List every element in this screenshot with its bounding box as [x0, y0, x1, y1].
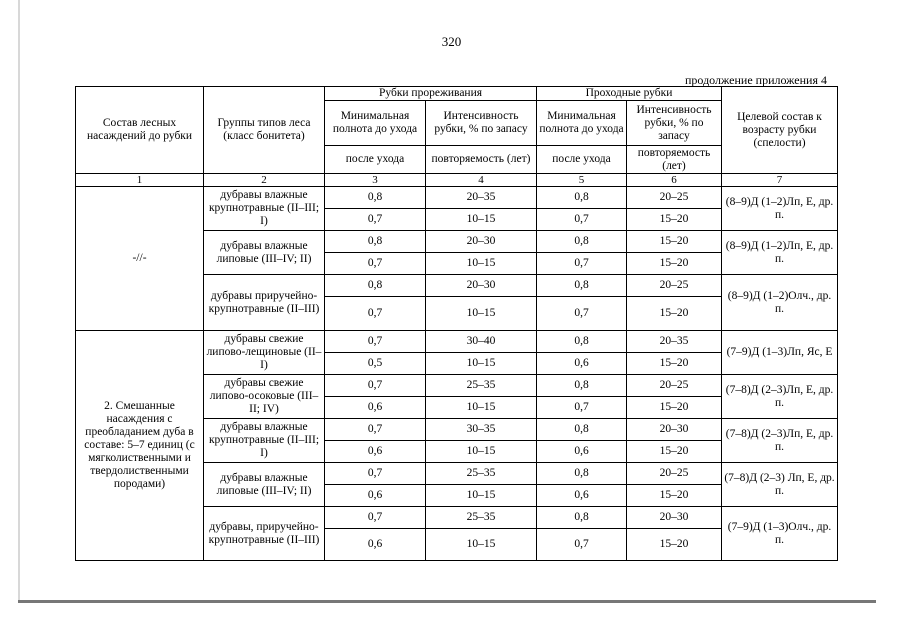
data-cell: 10–15	[426, 529, 537, 561]
data-cell: 0,8	[537, 419, 627, 441]
data-cell: 25–35	[426, 507, 537, 529]
data-cell: 0,6	[325, 529, 426, 561]
header-passage: Проходные рубки	[537, 87, 722, 101]
data-cell: 0,7	[325, 297, 426, 331]
forest-group-cell: дубравы приручейно-крупнотравные (II–III)	[204, 275, 325, 331]
data-cell: 0,8	[537, 375, 627, 397]
table-row	[76, 187, 838, 209]
data-cell: 20–25	[627, 375, 722, 397]
forest-group-cell: дубравы влажные крупнотравные (II–III; I)	[204, 187, 325, 231]
column-number: 4	[426, 174, 537, 187]
data-cell: 0,8	[537, 275, 627, 297]
data-cell: 25–35	[426, 463, 537, 485]
target-cell: (8–9)Д (1–2)Олч., др. п.	[722, 275, 838, 331]
header-repeatability: повторяемость (лет)	[627, 146, 722, 174]
header-intensity: Интенсивность рубки, % по запасу	[426, 101, 537, 146]
data-cell: 25–35	[426, 375, 537, 397]
target-cell: (7–8)Д (2–3)Лп, Е, др. п.	[722, 419, 838, 463]
composition-cell: 2. Смешанные насаждения с преобладанием дуба в составе: 5–7 единиц (с мягколиственными и твердолиственными породами)	[76, 331, 204, 561]
data-cell: 15–20	[627, 441, 722, 463]
forest-group-cell: дубравы влажные липовые (III–IV; II)	[204, 463, 325, 507]
data-cell: 0,7	[325, 507, 426, 529]
target-cell: (7–9)Д (1–3)Лп, Яс, Е	[722, 331, 838, 375]
data-cell: 0,6	[537, 353, 627, 375]
data-cell: 10–15	[426, 397, 537, 419]
column-number: 5	[537, 174, 627, 187]
forest-care-table	[75, 86, 838, 561]
data-cell: 15–20	[627, 485, 722, 507]
data-cell: 0,7	[325, 331, 426, 353]
continuation-note: продолжение приложения 4	[685, 73, 827, 87]
composition-cell: -//-	[76, 187, 204, 331]
header-thinning: Рубки прореживания	[325, 87, 537, 101]
data-cell: 0,7	[325, 419, 426, 441]
data-cell: 0,8	[325, 231, 426, 253]
data-cell: 15–20	[627, 253, 722, 275]
data-cell: 20–25	[627, 275, 722, 297]
header-target: Целевой состав к возрасту рубки (спелости)	[722, 87, 838, 174]
data-cell: 0,7	[325, 463, 426, 485]
data-cell: 0,5	[325, 353, 426, 375]
data-cell: 0,7	[537, 209, 627, 231]
data-cell: 0,7	[325, 209, 426, 231]
data-cell: 0,8	[537, 331, 627, 353]
data-cell: 20–35	[426, 187, 537, 209]
data-cell: 10–15	[426, 353, 537, 375]
data-cell: 0,6	[325, 485, 426, 507]
data-cell: 20–30	[627, 507, 722, 529]
data-cell: 0,6	[325, 397, 426, 419]
data-cell: 10–15	[426, 441, 537, 463]
data-cell: 0,8	[325, 187, 426, 209]
data-cell: 0,7	[537, 529, 627, 561]
data-cell: 15–20	[627, 209, 722, 231]
data-cell: 15–20	[627, 297, 722, 331]
forest-group-cell: дубравы свежие липово-осоковые (III–II; IV)	[204, 375, 325, 419]
page-number: 320	[441, 34, 462, 49]
header-after-care: после ухода	[537, 146, 627, 174]
data-cell: 10–15	[426, 253, 537, 275]
data-cell: 0,6	[537, 441, 627, 463]
header-intensity: Интенсивность рубки, % по запасу	[627, 101, 722, 146]
forest-group-cell: дубравы влажные крупнотравные (II–III; I)	[204, 419, 325, 463]
data-cell: 0,6	[325, 441, 426, 463]
data-cell: 0,7	[537, 397, 627, 419]
data-cell: 0,7	[325, 375, 426, 397]
target-cell: (8–9)Д (1–2)Лп, Е, др. п.	[722, 231, 838, 275]
data-cell: 0,7	[537, 253, 627, 275]
data-cell: 15–20	[627, 353, 722, 375]
data-cell: 10–15	[426, 209, 537, 231]
data-cell: 20–30	[627, 419, 722, 441]
header-composition: Состав лесных насаждений до рубки	[76, 87, 204, 174]
data-cell: 20–30	[426, 275, 537, 297]
forest-group-cell: дубравы свежие липово-лещиновые (II–I)	[204, 331, 325, 375]
header-forest-groups: Группы типов леса (класс бонитета)	[204, 87, 325, 174]
data-cell: 0,8	[325, 275, 426, 297]
data-cell: 15–20	[627, 231, 722, 253]
data-cell: 0,8	[537, 231, 627, 253]
column-number: 3	[325, 174, 426, 187]
data-cell: 20–30	[426, 231, 537, 253]
data-cell: 20–25	[627, 463, 722, 485]
header-repeatability: повторяемость (лет)	[426, 146, 537, 174]
data-cell: 0,7	[537, 297, 627, 331]
data-cell: 0,7	[325, 253, 426, 275]
data-cell: 0,8	[537, 187, 627, 209]
target-cell: (7–8)Д (2–3) Лп, Е, др. п.	[722, 463, 838, 507]
data-cell: 20–25	[627, 187, 722, 209]
column-number: 1	[76, 174, 204, 187]
target-cell: (7–9)Д (1–3)Олч., др. п.	[722, 507, 838, 561]
data-cell: 15–20	[627, 397, 722, 419]
data-cell: 30–35	[426, 419, 537, 441]
table-row	[76, 331, 838, 353]
forest-group-cell: дубравы влажные липовые (III–IV; II)	[204, 231, 325, 275]
header-min-density: Минимальная полнота до ухода	[325, 101, 426, 146]
column-number: 2	[204, 174, 325, 187]
data-cell: 0,6	[537, 485, 627, 507]
scan-bottom-edge	[18, 600, 876, 603]
column-number: 6	[627, 174, 722, 187]
column-number: 7	[722, 174, 838, 187]
data-cell: 30–40	[426, 331, 537, 353]
data-cell: 10–15	[426, 297, 537, 331]
data-cell: 0,8	[537, 463, 627, 485]
forest-group-cell: дубравы, приручейно-крупнотравные (II–III)	[204, 507, 325, 561]
scan-left-edge	[18, 0, 20, 602]
data-cell: 15–20	[627, 529, 722, 561]
target-cell: (7–8)Д (2–3)Лп, Е, др. п.	[722, 375, 838, 419]
data-cell: 10–15	[426, 485, 537, 507]
data-cell: 20–35	[627, 331, 722, 353]
data-cell: 0,8	[537, 507, 627, 529]
target-cell: (8–9)Д (1–2)Лп, Е, др. п.	[722, 187, 838, 231]
header-min-density: Минимальная полнота до ухода	[537, 101, 627, 146]
header-after-care: после ухода	[325, 146, 426, 174]
